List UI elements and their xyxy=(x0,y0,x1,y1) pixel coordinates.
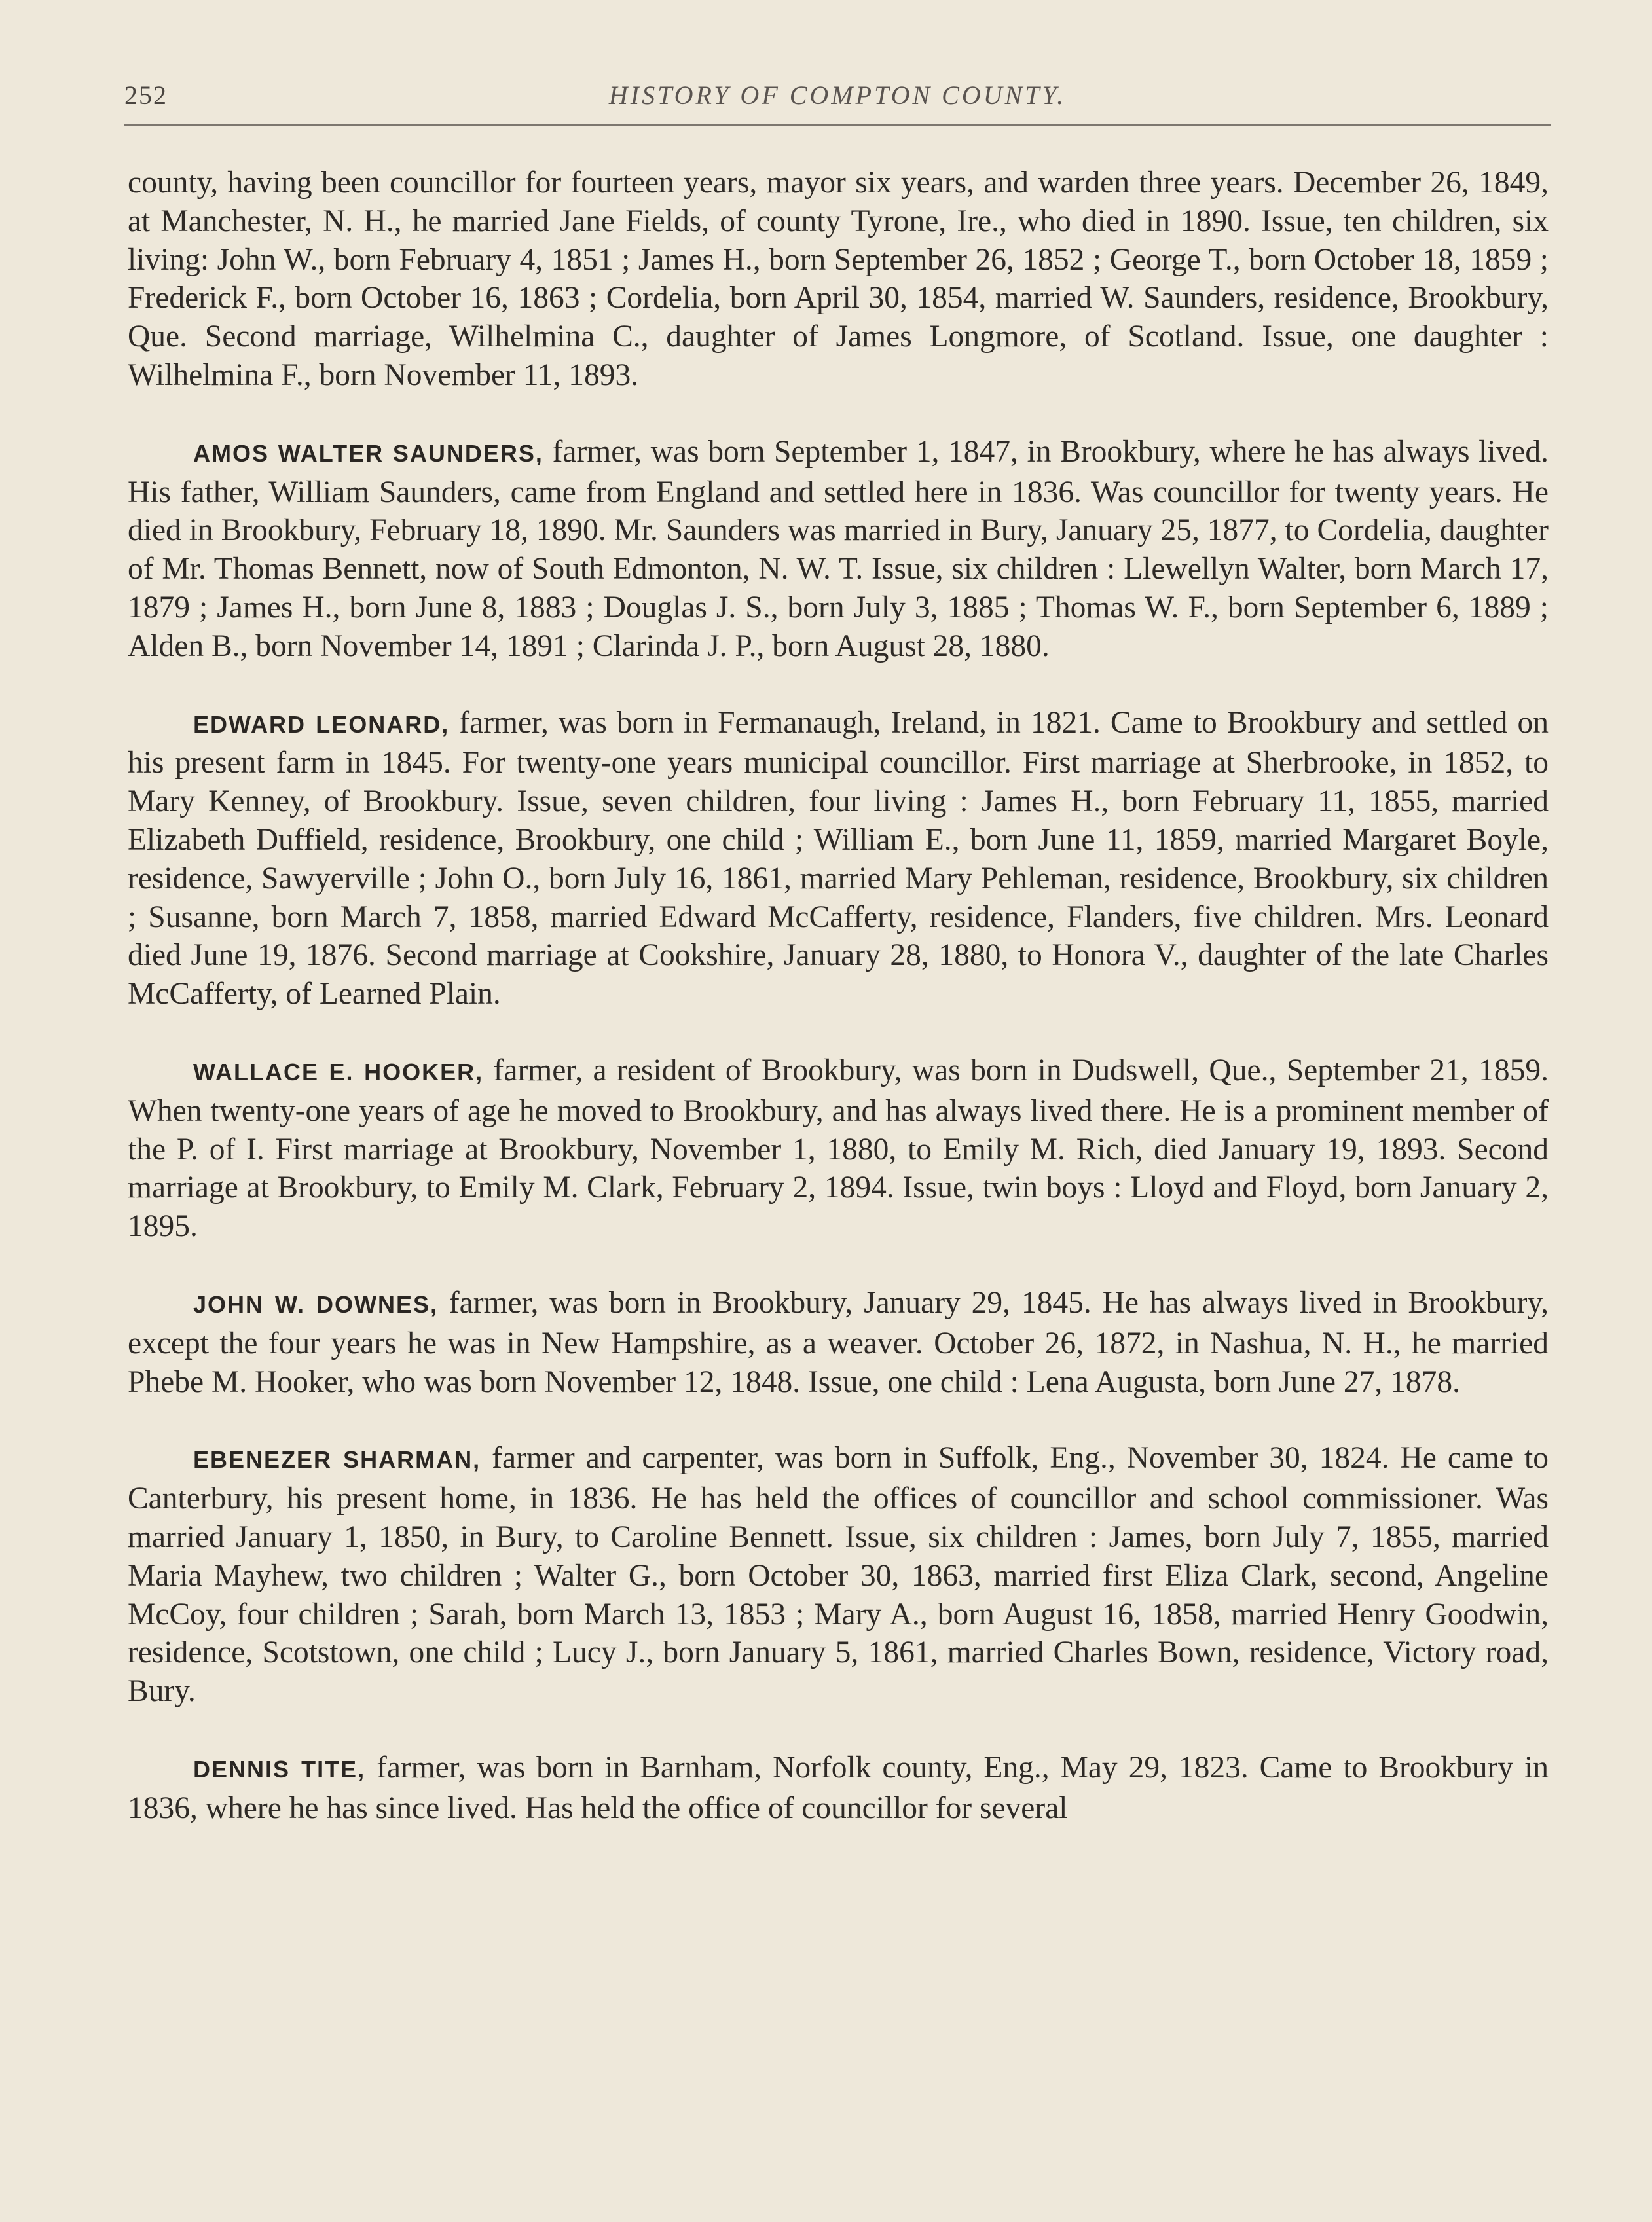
biography-entry xyxy=(128,1749,1549,1828)
entry-text: farmer and carpenter, was born in Suffolk, Eng., November 30, 1824. He came to Canterbury, his present home, in 1836. He has held the offices of councillor and school commissioner. Was married January 1, 1850, in Bury, to Caroline Bennett. Issue, six children : James, born July 7, 1855, married Maria Mayhew, two children ; Walter G., born October 30, 1863, married first Eliza Clark, second, Angeline McCoy, four children ; Sarah, born March 13, 1853 ; Mary A., born August 16, 1858, married Henry Goodwin, residence, Scotstown, one child ; Lucy J., born January 5, 1861, married Charles Bown, residence, Victory road, Bury. xyxy=(128,1441,1549,1709)
entry-name: EBENEZER SHARMAN, xyxy=(193,1446,481,1474)
entry-text: farmer, was born September 1, 1847, in Brookbury, where he has always lived. His father, William Saunders, came from England and settled here in 1836. Was councillor for twenty years. He died in Brookbury, February 18, 1890. Mr. Saunders was married in Bury, January 25, 1877, to Cordelia, daughter of Mr. Thomas Bennett, now of South Edmonton, N. W. T. Issue, six children : Llewellyn Walter, born March 17, 1879 ; James H., born June 8, 1883 ; Douglas J. S., born July 3, 1885 ; Thomas W. F., born September 6, 1889 ; Alden B., born November 14, 1891 ; Clarinda J. P., born August 28, 1880. xyxy=(128,434,1549,663)
paragraph-text: county, having been councillor for fourteen years, mayor six years, and warden three years. December 26, 1849, at Manchester, N. H., he married Jane Fields, of county Tyrone, Ire., who died in 1890. Issue, ten children, six living: John W., born February 4, 1851 ; James H., born September 26, 1852 ; George T., born October 18, 1859 ; Frederick F., born October 16, 1863 ; Cordelia, born April 30, 1854, married W. Saunders, residence, Brookbury, Que. Second marriage, Wilhelmina C., daughter of James Longmore, of Scotland. Issue, one daughter : Wilhelmina F., born November 11, 1893. xyxy=(128,166,1549,392)
biography-entry xyxy=(128,1051,1549,1246)
biography-entry xyxy=(128,1284,1549,1401)
biography-entry xyxy=(128,1439,1549,1711)
entry-text: farmer, a resident of Brookbury, was born in Dudswell, Que., September 21, 1859. When twenty-one years of age he moved to Brookbury, and has always lived there. He is a prominent member of the P. of I. First marriage at Brookbury, November 1, 1880, to Emily M. Rich, died January 19, 1893. Second marriage at Brookbury, to Emily M. Clark, February 2, 1894. Issue, twin boys : Lloyd and Floyd, born January 2, 1895. xyxy=(128,1053,1549,1244)
entry-text: farmer, was born in Barnham, Norfolk county, Eng., May 29, 1823. Came to Brookbury in 1836, where he has since lived. Has held the office of councillor for several xyxy=(128,1750,1549,1825)
entry-text: farmer, was born in Brookbury, January 29, 1845. He has always lived in Brookbury, except the four years he was in New Hampshire, as a weaver. October 26, 1872, in Nashua, N. H., he married Phebe M. Hooker, who was born November 12, 1848. Issue, one child : Lena Augusta, born June 27, 1878. xyxy=(128,1285,1549,1399)
running-title: HISTORY OF COMPTON COUNTY. xyxy=(608,81,1067,110)
entry-name: DENNIS TITE, xyxy=(193,1755,366,1783)
page-body xyxy=(128,164,1549,1827)
entry-name: JOHN W. DOWNES, xyxy=(193,1290,438,1318)
biography-entry xyxy=(128,433,1549,666)
page-header xyxy=(124,80,1551,126)
entry-text: farmer, was born in Fermanaugh, Ireland, in 1821. Came to Brookbury and settled on his present farm in 1845. For twenty-one years municipal councillor. First marriage at Sherbrooke, in 1852, to Mary Kenney, of Brookbury. Issue, seven children, four living : James H., born February 11, 1855, married Elizabeth Duffield, residence, Brookbury, one child ; William E., born June 11, 1859, married Margaret Boyle, residence, Sawyerville ; John O., born July 16, 1861, married Mary Pehleman, residence, Brookbury, six children ; Susanne, born March 7, 1858, married Edward McCafferty, residence, Flanders, five children. Mrs. Leonard died June 19, 1876. Second marriage at Cookshire, January 28, 1880, to Honora V., daughter of the late Charles McCafferty, of Learned Plain. xyxy=(128,705,1549,1011)
entry-name: AMOS WALTER SAUNDERS, xyxy=(193,439,543,467)
biography-entry xyxy=(128,704,1549,1013)
header-rule xyxy=(124,124,1551,126)
entry-name: WALLACE E. HOOKER, xyxy=(193,1058,484,1085)
page-number: 252 xyxy=(124,81,168,110)
entry-name: EDWARD LEONARD, xyxy=(193,710,450,738)
paragraph-continued xyxy=(128,164,1549,395)
